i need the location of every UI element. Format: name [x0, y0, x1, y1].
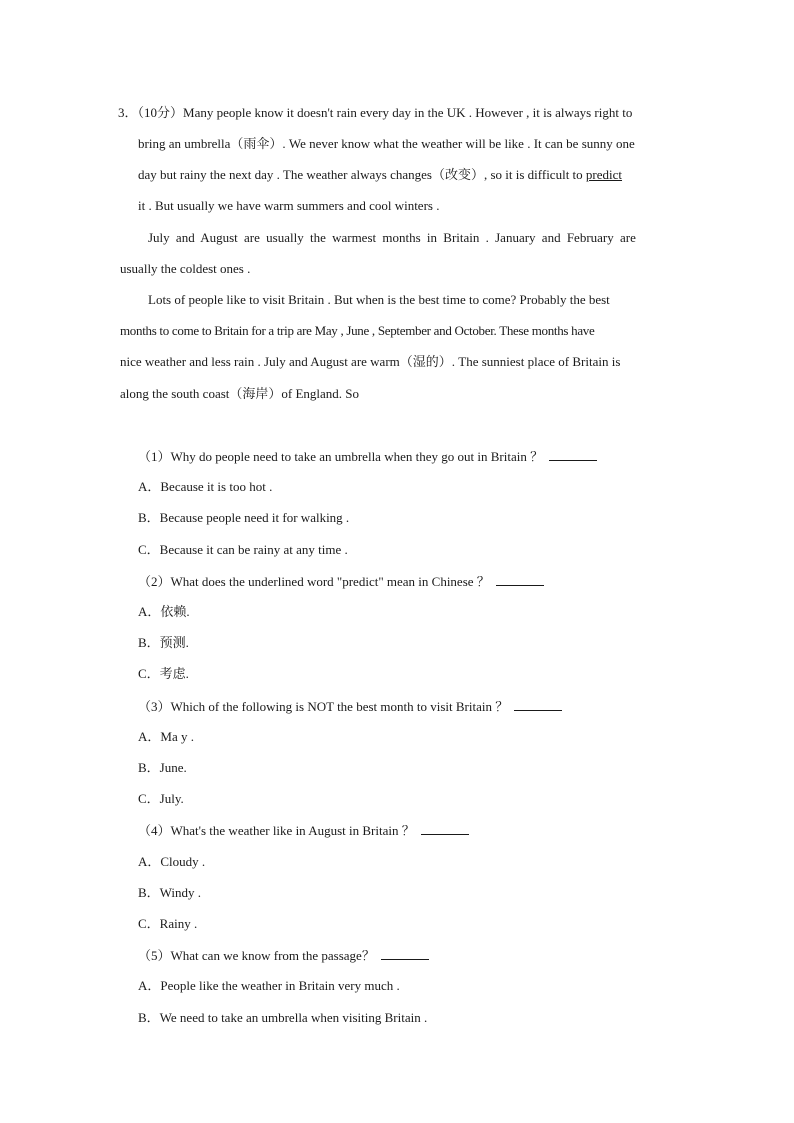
sub-question [138, 822, 469, 839]
answer-option: A．Because it is too hot . [138, 479, 273, 494]
question-text: （2）What does the underlined word "predict" mean in Chinese ？ [138, 574, 490, 589]
passage-line [138, 167, 622, 183]
passage-text: Many people know it doesn't rain every day in the UK . However , it is always right to [183, 105, 633, 120]
question-header-line [118, 105, 674, 121]
underlined-word: predict [585, 167, 623, 182]
sub-question [138, 947, 429, 964]
answer-blank[interactable] [421, 822, 469, 835]
passage-line: usually the coldest ones . [120, 261, 251, 276]
question-score: （10分） [137, 105, 184, 120]
passage-line: Lots of people like to visit Britain . But when is the best time to come? Probably the best [148, 292, 610, 307]
answer-option: A．People like the weather in Britain very much . [138, 978, 400, 993]
answer-blank[interactable] [381, 947, 429, 960]
sub-question [138, 573, 544, 590]
question-text: （4）What's the weather like in August in Britain ？ [138, 823, 415, 838]
passage-text: day but rainy the next day . The weather always changes（改变）, so it is difficult to [138, 167, 586, 182]
passage-line: it . But usually we have warm summers and cool winters . [138, 198, 440, 213]
passage-line: July and August are usually the warmest months in Britain . January and February are [148, 230, 636, 245]
question-number: 3． [118, 105, 138, 120]
question-text: （5）What can we know from the passage？ [138, 948, 375, 963]
answer-option: B．Windy . [138, 885, 202, 900]
answer-option: B．Because people need it for walking . [138, 510, 350, 525]
answer-option: C．July. [138, 791, 184, 806]
passage-line: nice weather and less rain . July and August are warm（湿的）. The sunniest place of Britain is [120, 354, 621, 369]
answer-option: A．Cloudy . [138, 854, 206, 869]
answer-option: B．预测. [138, 635, 189, 650]
answer-option: A．Ma y . [138, 729, 194, 744]
question-text: （1）Why do people need to take an umbrella when they go out in Britain ？ [138, 449, 544, 464]
passage-line: along the south coast（海岸）of England. So [120, 386, 360, 401]
answer-option: C．Because it can be rainy at any time . [138, 542, 348, 557]
sub-question [138, 448, 597, 465]
answer-option: C．Rainy . [138, 916, 198, 931]
answer-option: B．June. [138, 760, 187, 775]
answer-option: A．依赖. [138, 604, 190, 619]
passage-line: months to come to Britain for a trip are May , June , September and October. These months have [120, 323, 595, 338]
sub-question [138, 698, 562, 715]
question-text: （3）Which of the following is NOT the best month to visit Britain ？ [138, 699, 509, 714]
answer-option: C．考虑. [138, 666, 189, 681]
answer-blank[interactable] [496, 573, 544, 586]
answer-option: B．We need to take an umbrella when visiting Britain . [138, 1010, 428, 1025]
passage-line: bring an umbrella（雨伞）. We never know what the weather will be like . It can be sunny one [138, 136, 635, 151]
answer-blank[interactable] [549, 448, 597, 461]
answer-blank[interactable] [514, 698, 562, 711]
